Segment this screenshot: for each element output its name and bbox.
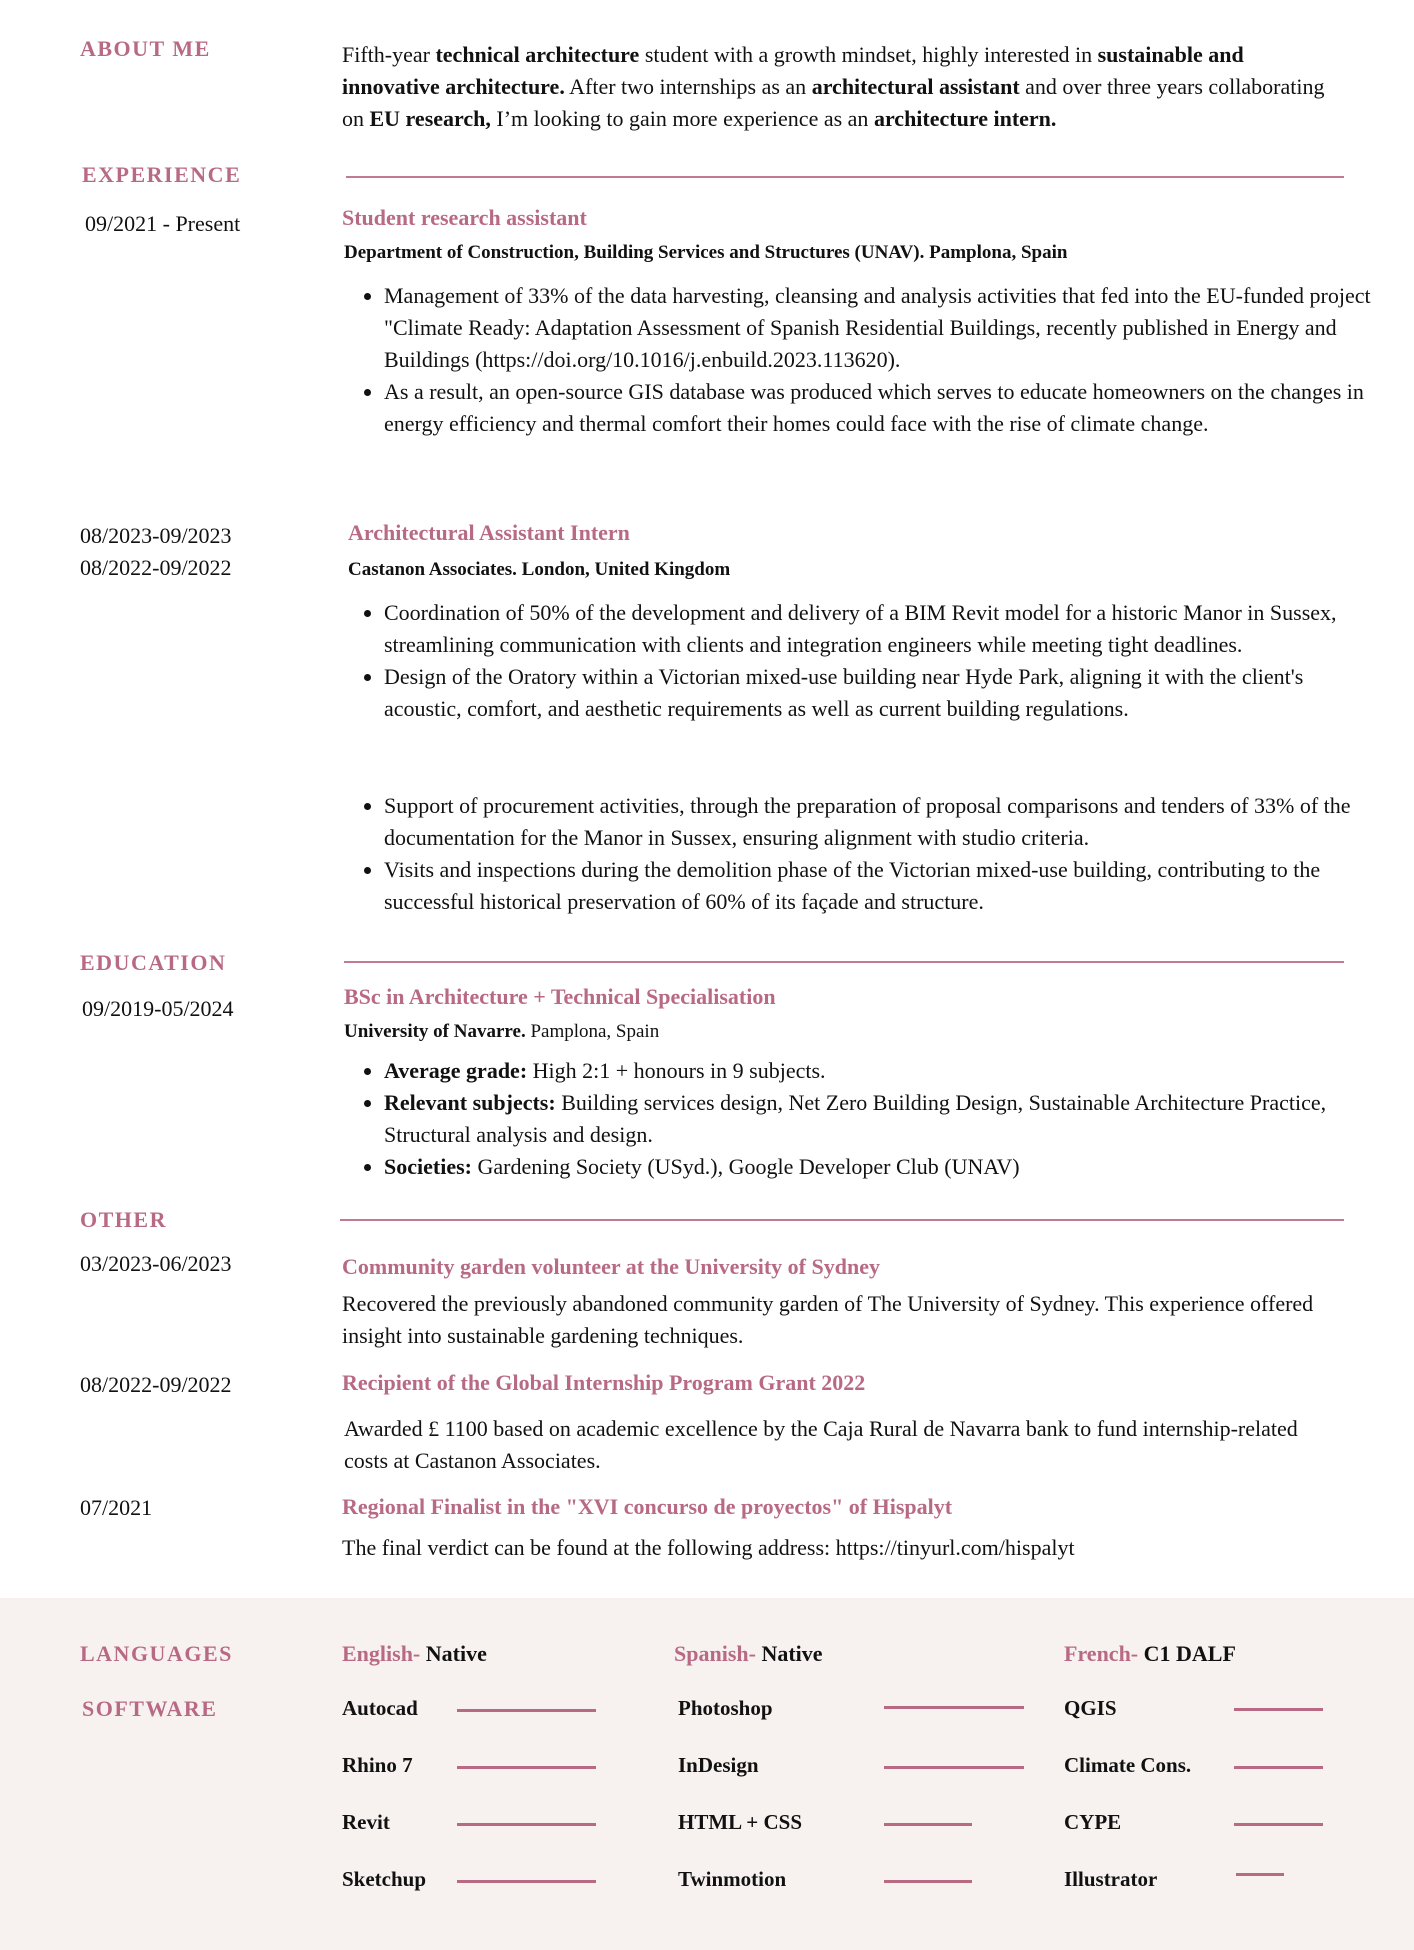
skill-bar (884, 1880, 972, 1883)
language-french: French- C1 DALF (1064, 1641, 1236, 1666)
job-1-role: Student research assistant (342, 205, 587, 230)
list-item: • Relevant subjects: Building services design, Net Zero Building Design, Sustainable Architecture Practice, Structural analysis and design. (384, 1087, 1384, 1151)
education-date: 09/2019-05/2024 (82, 996, 234, 1021)
software-name: Revit (342, 1810, 390, 1834)
job-2-date-1: 08/2023-09/2023 (80, 523, 232, 548)
software-name: Autocad (342, 1696, 418, 1720)
software-name: QGIS (1064, 1696, 1117, 1720)
job-2-org: Castanon Associates. London, United Kingdom (348, 559, 731, 580)
other-1-text: Recovered the previously abandoned community garden of The University of Sydney. This experience offered insight into sustainable gardening techniques. (342, 1291, 1314, 1348)
software-name: Illustrator (1064, 1867, 1158, 1891)
list-item: • Societies: Gardening Society (USyd.), Google Developer Club (UNAV) (384, 1151, 1384, 1183)
job-1-date: 09/2021 - Present (85, 211, 241, 236)
language-spanish: Spanish- Native (674, 1641, 823, 1666)
other-3-title: Regional Finalist in the "XVI concurso de proyectos" of Hispalyt (342, 1494, 953, 1519)
job-1-bullets (342, 280, 1384, 440)
skill-bar (1234, 1708, 1323, 1711)
education-divider (344, 961, 1344, 963)
list-item: • Support of procurement activities, through the preparation of proposal comparisons and tenders of 33% of the documentation for the Manor in Sussex, ensuring alignment with studio criteria. (384, 790, 1384, 854)
education-title: EDUCATION (80, 950, 227, 975)
other-3-text: The final verdict can be found at the following address: https://tinyurl.com/hispalyt (342, 1535, 1075, 1560)
software-name: Sketchup (342, 1867, 427, 1891)
software-name: Rhino 7 (342, 1753, 413, 1777)
skill-bar (1234, 1766, 1323, 1769)
list-item: • Design of the Oratory within a Victorian mixed-use building near Hyde Park, aligning it with the client's acoustic, comfort, and aesthetic requirements as well as current building regulations. (384, 661, 1384, 725)
other-title: OTHER (80, 1207, 167, 1232)
software-name: CYPE (1064, 1810, 1122, 1834)
languages-title: LANGUAGES (80, 1641, 233, 1666)
list-item: • Management of 33% of the data harvesting, cleansing and analysis activities that fed into the EU-funded project "Climate Ready: Adaptation Assessment of Spanish Residential Buildings, recently published in Energy and Buildings (https://doi.org/10.1016/j.enbuild.2023.113620). (384, 280, 1384, 376)
job-2-bullets-b (342, 790, 1384, 918)
list-item: • Coordination of 50% of the development and delivery of a BIM Revit model for a historic Manor in Sussex, streamlining communication with clients and integration engineers while meeting tight deadlines. (384, 597, 1384, 661)
education-degree: BSc in Architecture + Technical Specialisation (344, 984, 776, 1009)
experience-divider (346, 176, 1344, 178)
language-english: English- Native (342, 1641, 487, 1666)
about-text: Fifth-year technical architecture student with a growth mindset, highly interested in sustainable and innovative architecture. After two internships as an architectural assistant and over three years collaborating on EU research, I’m looking to gain more experience as an architecture intern. (342, 42, 1325, 131)
job-2-date-2: 08/2022-09/2022 (80, 555, 232, 580)
other-1-title: Community garden volunteer at the University of Sydney (342, 1254, 880, 1279)
other-3-date: 07/2021 (80, 1495, 153, 1520)
software-name: Climate Cons. (1064, 1753, 1192, 1777)
other-1-date: 03/2023-06/2023 (80, 1251, 232, 1276)
other-2-date: 08/2022-09/2022 (80, 1372, 232, 1397)
skill-bar (884, 1823, 972, 1826)
skill-bar (884, 1706, 1024, 1709)
other-divider (340, 1219, 1344, 1221)
software-name: Photoshop (678, 1696, 773, 1720)
skill-bar (457, 1880, 596, 1883)
skill-bar (457, 1766, 596, 1769)
skill-bar (457, 1709, 596, 1712)
software-name: Twinmotion (678, 1867, 787, 1891)
list-item: • As a result, an open-source GIS database was produced which serves to educate homeowners on the changes in energy efficiency and thermal comfort their homes could face with the rise of climate change. (384, 376, 1384, 440)
list-item: • Average grade: High 2:1 + honours in 9 subjects. (384, 1055, 1384, 1087)
skill-bar (884, 1766, 1024, 1769)
education-list (342, 1055, 1384, 1183)
skill-bar (457, 1823, 596, 1826)
software-title: SOFTWARE (82, 1696, 218, 1721)
about-title: ABOUT ME (80, 36, 211, 61)
experience-title: EXPERIENCE (82, 162, 242, 187)
software-name: HTML + CSS (678, 1810, 803, 1834)
job-2-bullets-a (342, 597, 1384, 725)
skill-bar (1236, 1873, 1284, 1876)
other-2-title: Recipient of the Global Internship Program Grant 2022 (342, 1370, 866, 1395)
job-2-role: Architectural Assistant Intern (348, 520, 630, 545)
job-1-org: Department of Construction, Building Services and Structures (UNAV). Pamplona, Spain (344, 242, 1068, 263)
software-name: InDesign (678, 1753, 759, 1777)
list-item: • Visits and inspections during the demolition phase of the Victorian mixed-use building, contributing to the successful historical preservation of 60% of its façade and structure. (384, 854, 1384, 918)
other-2-text: Awarded £ 1100 based on academic excellence by the Caja Rural de Navarra bank to fund internship-related costs at Castanon Associates. (344, 1416, 1298, 1473)
education-school: University of Navarre. Pamplona, Spain (344, 1021, 660, 1042)
skill-bar (1234, 1823, 1323, 1826)
